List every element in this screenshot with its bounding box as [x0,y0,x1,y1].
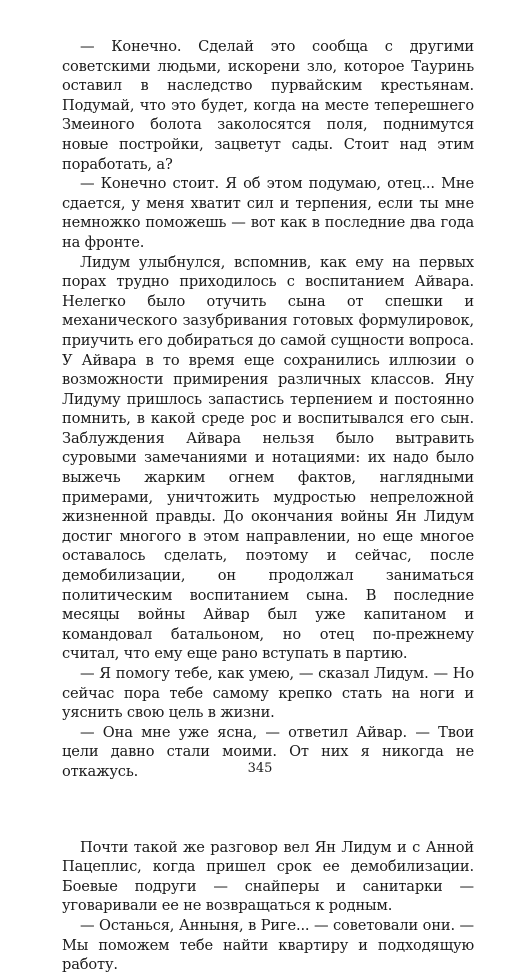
paragraph: — Конечно. Сделай это сообща с другими советскими людьми, искорени зло, которое Тауринь оставил в наследство пурвайским крестьянам. Подумай, что это будет, когда на месте теперешнего Змеиного болота заколосятся поля, поднимутся новые постройки, зацветут сады. Стоит над этим поработать, а? [62,38,474,173]
paragraph: Лидум улыбнулся, вспомнив, как ему на первых порах трудно приходилось с воспитанием Айвара. Нелегко было отучить сына от спешки и механического зазубривания готовых формулировок, приучить его добираться до самой сущности вопроса. У Айвара в то время еще сохранились иллюзии о возможности примирения различных классов. Яну Лидуму пришлось запастись терпением и постоянно помнить, в какой среде рос и воспитывался его сын. Заблуждения Айвара нельзя было вытравить суровыми замечаниями и нотациями: их надо было выжечь жарким огнем фактов, наглядными примерами, уничтожить мудростью непреложной жизненной правды. До окончания войны Ян Лидум достиг многого в этом направлении, но еще многое оставалось сделать, поэтому и сейчас, после демобилизации, он продолжал заниматься политическим воспитанием сына. В последние месяцы войны Айвар был уже капитаном и командовал батальоном, но отец по-прежнему считал, что ему еще рано вступать в партию. [62,253,474,663]
page-text [62,37,474,975]
paragraph: — Я помогу тебе, как умею, — сказал Лидум. — Но сейчас пора тебе самому крепко стать на ноги и уяснить свою цель в жизни. [62,665,474,722]
paragraph: Почти такой же разговор вел Ян Лидум и с Анной Пацеплис, когда пришел срок ее демобилизации. Боевые подруги — снайперы и санитарки — уговаривали ее не возвращаться к родным. [62,838,474,915]
paragraph: — Конечно стоит. Я об этом подумаю, отец... Мне сдается, у меня хватит сил и терпения, если ты мне немножко поможешь — вот как в последние два года на фронте. [62,175,474,251]
paragraph: — Останься, Анныня, в Риге... — советовали они. — Мы поможем тебе найти квартиру и подходящую работу. [62,916,474,974]
page-number: 345 [247,761,273,776]
section-break [62,782,474,838]
paragraph: — Она мне уже ясна, — ответил Айвар. — Твои цели давно стали моими. От них я никогда не откажусь. [62,723,474,780]
section-2 [62,838,474,975]
section-1 [62,37,474,782]
